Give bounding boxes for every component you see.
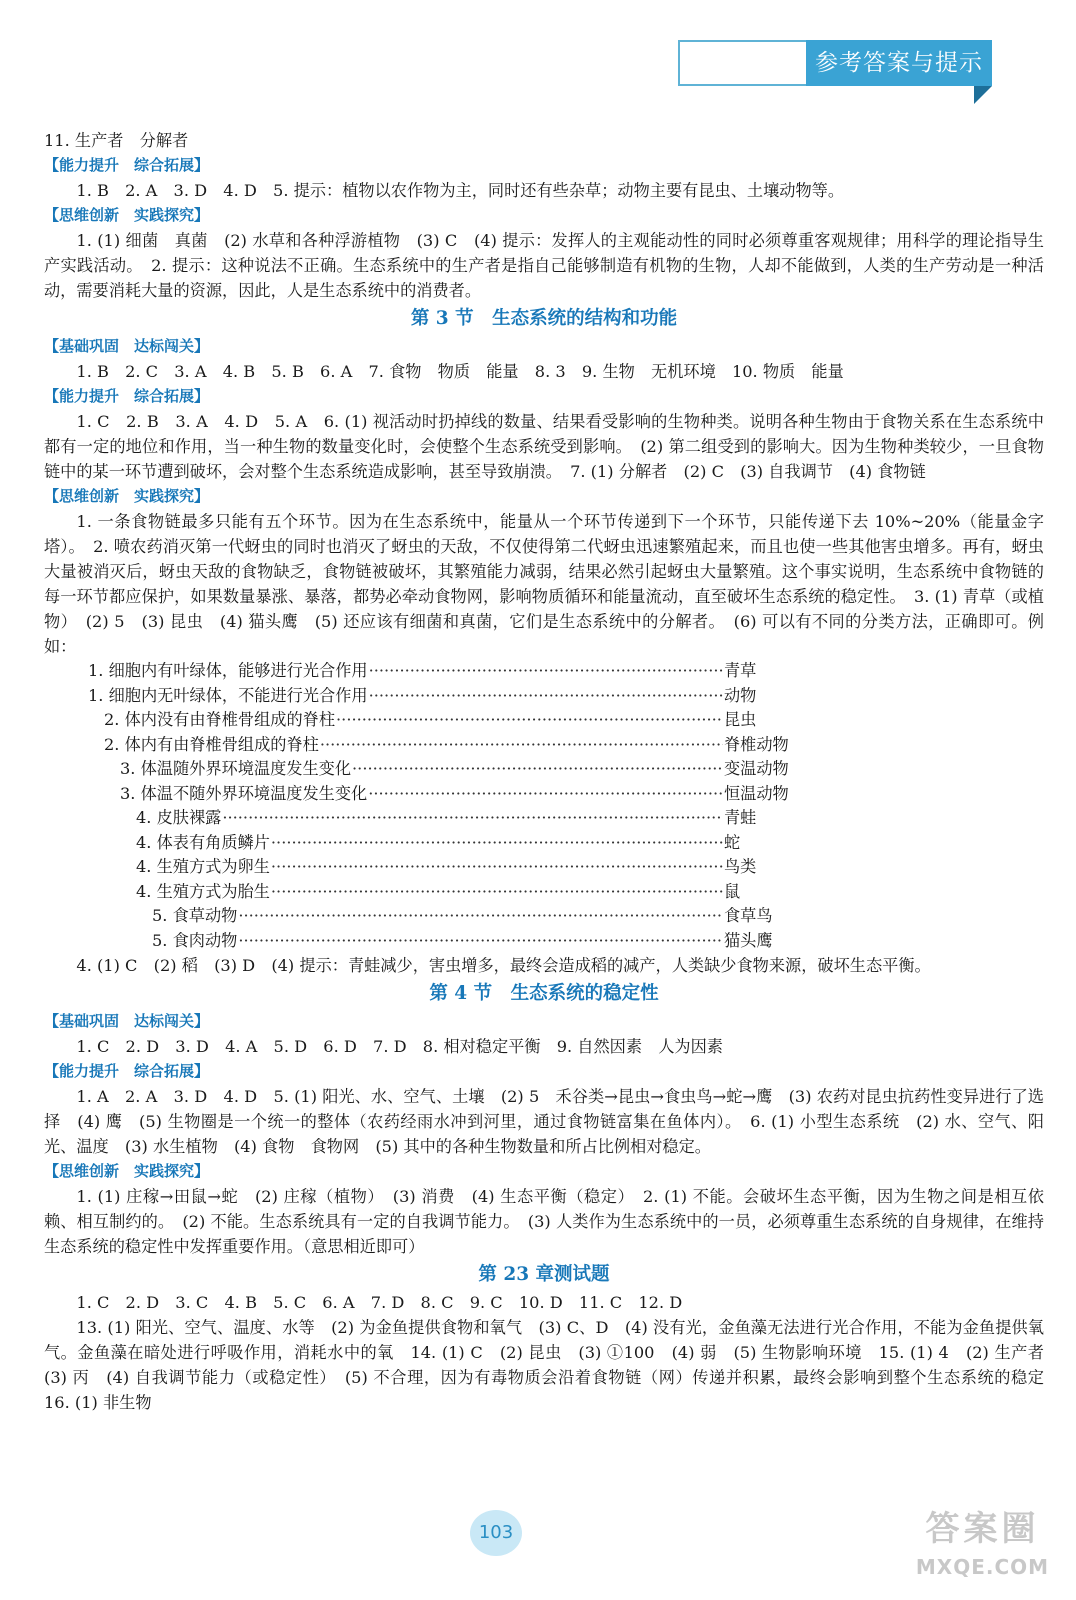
key-label: 4. 体表有角质鳞片 xyxy=(136,832,270,852)
watermark-url: MXQE.COM xyxy=(915,1555,1050,1579)
key-label: 2. 体内有由脊椎骨组成的脊柱 xyxy=(104,734,319,754)
section-title-4: 第 4 节 生态系统的稳定性 xyxy=(429,983,659,1004)
key-row xyxy=(44,659,1044,684)
key-label: 4. 皮肤裸露 xyxy=(136,808,222,827)
answer-paragraph: 1. B 2. C 3. A 4. B 5. B 6. A 7. 食物 物质 能量 8. 3 9. 生物 无机环境 10. 物质 能量 xyxy=(76,362,844,381)
key-answer: 动物 xyxy=(724,685,757,705)
answer-paragraph: 1. C 2. B 3. A 4. D 5. A 6. (1) 视活动时扔掉线的数量、结果看受影响的生物种类。说明各种生物由于食物关系在生态系统中都有一定的地位和作用，当一种生物的数量变化时，会使整个生态系统受到影响。 (2) 第二组受到的影响大。因为生物种类较少，一旦食物链中的某一环节遭到破坏，会对整个生态系统造成影响，甚至导致崩溃。 7. (1) 分解者 (2) C (3) 自我调节 (4) 食物链 xyxy=(44,412,1044,481)
header-title: 参考答案与提示 xyxy=(806,40,992,86)
key-answer: 鸟类 xyxy=(724,857,757,876)
answer-paragraph: 1. C 2. D 3. C 4. B 5. C 6. A 7. D 8. C 9. C 10. D 11. C 12. D xyxy=(76,1293,683,1312)
answer-paragraph: 1. 一条食物链最多只能有五个环节。因为在生态系统中，能量从一个环节传递到下一个环节，只能传递下去 10%~20%（能量金字塔）。 2. 喷农药消灭第一代蚜虫的同时也消灭了蚜虫的天敌，不仅使得第二代蚜虫迅速繁殖起来，而且也使一些其他害虫增多。再有，蚜虫大量被消灭后，蚜虫天敌的食物缺乏，食物链被破坏，其繁殖能力减弱，结果必然引起蚜虫大量繁殖。这个事实说明，生态系统中食物链的每一环节都应保护，如果数量暴涨、暴落，都势必牵动食物网，影响物质循环和能量流动，直至破坏生态系统的稳定性。 3. (1) 青草（或植物） (2) 5 (3) 昆虫 (4) 猫头鹰 (5) 还应该有细菌和真菌，它们是生态系统中的分解者。 (6) 可以有不同的分类方法，正确即可。例如： xyxy=(44,512,1044,656)
key-leader-dots xyxy=(320,733,723,758)
key-leader-dots xyxy=(336,708,723,733)
key-row xyxy=(44,733,1044,758)
key-leader-dots xyxy=(271,880,723,905)
key-label: 1. 细胞内有叶绿体，能够进行光合作用 xyxy=(88,661,368,680)
key-row xyxy=(44,929,1044,954)
key-answer: 鼠 xyxy=(724,881,741,901)
key-leader-dots xyxy=(238,929,723,954)
answer-paragraph: 1. (1) 庄稼→田鼠→蛇 (2) 庄稼（植物） (3) 消费 (4) 生态平衡（稳定） 2. (1) 不能。会破坏生态平衡，因为生物之间是相互依赖、相互制约的。 (2) 不能。生态系统具有一定的自我调节能力。 (3) 人类作为生态系统中的一员，必须尊重生态系统的自身规律，在维持生态系统的稳定性中发挥重要作用。（意思相近即可） xyxy=(44,1187,1044,1256)
tag-jichu: 【基础巩固 达标闯关】 xyxy=(44,1012,210,1030)
tag-nengli: 【能力提升 综合拓展】 xyxy=(44,156,210,174)
section-title-3: 第 3 节 生态系统的结构和功能 xyxy=(410,308,678,329)
key-answer: 恒温动物 xyxy=(724,783,789,803)
key-label: 3. 体温不随外界环境温度发生变化 xyxy=(120,783,368,803)
tag-nengli: 【能力提升 综合拓展】 xyxy=(44,1062,210,1080)
tag-jichu: 【基础巩固 达标闯关】 xyxy=(44,337,210,355)
key-row xyxy=(44,904,1044,929)
key-answer: 变温动物 xyxy=(724,759,789,778)
key-answer: 食草鸟 xyxy=(724,906,773,925)
key-row xyxy=(44,831,1044,856)
answer-line-11: 11. 生产者 分解者 xyxy=(44,131,189,150)
tag-siwei: 【思维创新 实践探究】 xyxy=(44,206,210,224)
key-answer: 蛇 xyxy=(724,832,741,852)
answer-paragraph: 4. (1) C (2) 稻 (3) D (4) 提示：青蛙减少，害虫增多，最终会造成稻的减产，人类缺少食物来源，破坏生态平衡。 xyxy=(76,956,931,975)
key-row xyxy=(44,855,1044,880)
key-row xyxy=(44,782,1044,807)
classification-key xyxy=(44,659,1044,953)
key-leader-dots xyxy=(352,757,723,782)
answer-content xyxy=(44,128,1061,1415)
key-leader-dots xyxy=(222,806,723,831)
key-leader-dots xyxy=(369,659,723,684)
key-answer: 昆虫 xyxy=(724,710,757,729)
key-label: 4. 生殖方式为胎生 xyxy=(136,881,270,901)
tag-nengli: 【能力提升 综合拓展】 xyxy=(44,387,210,405)
tag-siwei: 【思维创新 实践探究】 xyxy=(44,1162,210,1180)
key-label: 4. 生殖方式为卵生 xyxy=(136,857,270,876)
watermark xyxy=(900,1505,1065,1595)
watermark-logo: 答案圈 xyxy=(925,1509,1040,1549)
key-row xyxy=(44,880,1044,905)
header-fold-decoration xyxy=(974,86,992,104)
answer-paragraph: 1. B 2. A 3. D 4. D 5. 提示：植物以农作物为主，同时还有些杂草；动物主要有昆虫、土壤动物等。 xyxy=(76,181,845,200)
header-frame xyxy=(678,40,810,86)
answer-paragraph: 1. C 2. D 3. D 4. A 5. D 6. D 7. D 8. 相对稳定平衡 9. 自然因素 人为因素 xyxy=(76,1037,723,1056)
key-leader-dots xyxy=(368,782,723,807)
key-answer: 猫头鹰 xyxy=(724,930,773,950)
answer-paragraph: 1. (1) 细菌 真菌 (2) 水草和各种浮游植物 (3) C (4) 提示：发挥人的主观能动性的同时必须尊重客观规律；用科学的理论指导生产实践活动。 2. 提示：这种说法不正确。生态系统中的生产者是指自己能够制造有机物的生物，人却不能做到，人类的生产劳动是一种活动，需要消耗大量的资源，因此，人是生态系统中的消费者。 xyxy=(44,231,1044,300)
page-number: 103 xyxy=(470,1510,522,1556)
key-row xyxy=(44,806,1044,831)
key-leader-dots xyxy=(271,855,723,880)
key-label: 5. 食肉动物 xyxy=(152,930,238,950)
key-row xyxy=(44,684,1044,709)
key-label: 1. 细胞内无叶绿体，不能进行光合作用 xyxy=(88,685,368,705)
tag-siwei: 【思维创新 实践探究】 xyxy=(44,487,210,505)
key-leader-dots xyxy=(271,831,723,856)
key-row xyxy=(44,708,1044,733)
key-row xyxy=(44,757,1044,782)
answer-paragraph: 1. A 2. A 3. D 4. D 5. (1) 阳光、水、空气、土壤 (2) 5 禾谷类→昆虫→食虫鸟→蛇→鹰 (3) 农药对昆虫抗药性变异进行了选择 (4) 鹰 (5) 生物圈是一个统一的整体（农药经雨水冲到河里，通过食物链富集在鱼体内）。 6. (1) 小型生态系统 (2) 水、空气、阳光、温度 (3) 水生植物 (4) 食物 食物网 (5) 其中的各种生物数量和所占比例相对稳定。 xyxy=(44,1087,1044,1156)
key-answer: 青草 xyxy=(724,661,757,680)
key-answer: 青蛙 xyxy=(724,808,757,827)
key-answer: 脊椎动物 xyxy=(724,734,789,754)
section-title-ch23: 第 23 章测试题 xyxy=(478,1264,610,1285)
key-leader-dots xyxy=(369,684,723,709)
key-label: 5. 食草动物 xyxy=(152,906,238,925)
key-label: 2. 体内没有由脊椎骨组成的脊柱 xyxy=(104,710,336,729)
key-leader-dots xyxy=(238,904,723,929)
key-label: 3. 体温随外界环境温度发生变化 xyxy=(120,759,352,778)
answer-paragraph: 13. (1) 阳光、空气、温度、水等 (2) 为金鱼提供食物和氧气 (3) C、D (4) 没有光，金鱼藻无法进行光合作用，不能为金鱼提供氧气。金鱼藻在暗处进行呼吸作用，消耗水中的氧 14. (1) C (2) 昆虫 (3) ①100 (4) 弱 (5) 生物影响环境 15. (1) 4 (2) 生产者 (3) 丙 (4) 自我调节能力（或稳定性） (5) 不合理，因为有毒物质会沿着食物链（网）传递并积累，最终会影响到整个生态系统的稳定 16. (1) 非生物 xyxy=(44,1318,1061,1412)
